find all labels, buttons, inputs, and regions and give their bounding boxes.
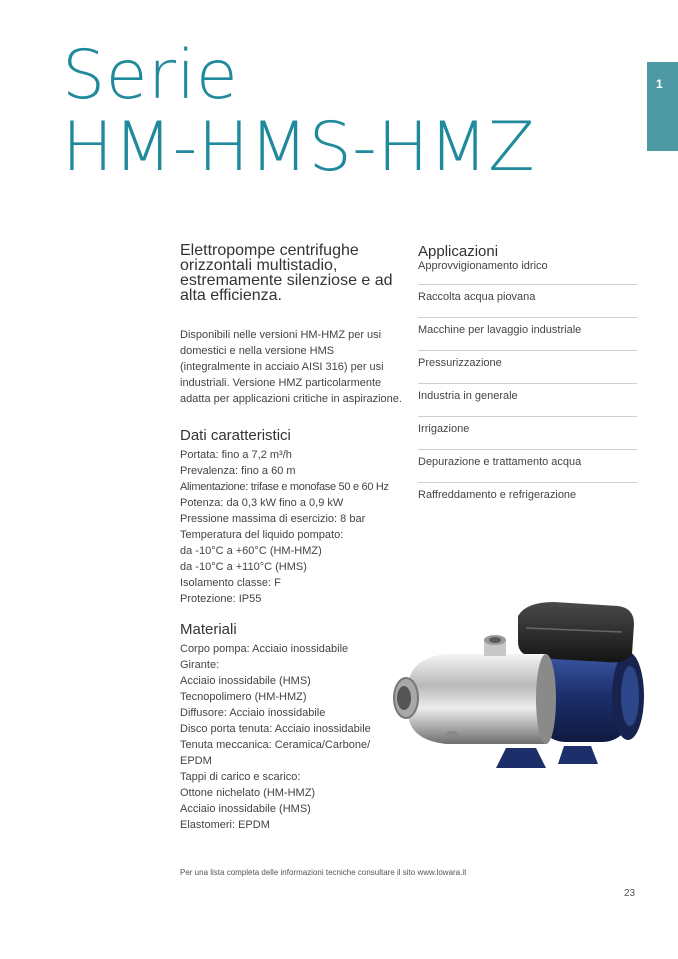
applicazioni-item: Pressurizzazione <box>418 351 637 384</box>
page-number: 23 <box>624 888 636 899</box>
materiali-line: Tecnopolimero (HM-HMZ) <box>180 691 307 703</box>
chapter-tab-number: 1 <box>656 77 663 91</box>
dati-line: da -10°C a +60°C (HM-HMZ) <box>180 545 322 557</box>
applicazioni-item: Raccolta acqua piovana <box>418 285 637 318</box>
title-line-1: Serie <box>62 36 239 115</box>
dati-line: Protezione: IP55 <box>180 593 262 605</box>
materiali-list <box>180 641 402 833</box>
page-title <box>62 36 536 187</box>
dati-line: Temperatura del liquido pompato: <box>180 529 344 541</box>
headline: Elettropompe centrifughe orizzontali multistadio, estremamente silenziose e ad alta efficienza. <box>180 242 393 304</box>
materiali-line: Acciaio inossidabile (HMS) <box>180 675 311 687</box>
dati-line: Isolamento classe: F <box>180 577 281 589</box>
dati-list <box>180 447 402 607</box>
left-column <box>180 243 402 833</box>
dati-line: Alimentazione: trifase e monofase 50 e 60 Hz <box>180 481 389 493</box>
dati-line: Pressione massima di esercizio: 8 bar <box>180 513 366 525</box>
dati-line: da -10°C a +110°C (HMS) <box>180 561 307 573</box>
applicazioni-heading: Applicazioni <box>418 243 499 260</box>
materiali-line: Ottone nichelato (HM-HMZ) <box>180 787 316 799</box>
materiali-line: Girante: <box>180 659 220 671</box>
dati-line: Potenza: da 0,3 kW fino a 0,9 kW <box>180 497 344 509</box>
dati-line: Prevalenza: fino a 60 m <box>180 465 296 477</box>
pump-image <box>386 598 648 776</box>
materiali-line: Tappi di carico e scarico: <box>180 771 301 783</box>
dati-line: Portata: fino a 7,2 m³/h <box>180 449 292 461</box>
materiali-line: Acciaio inossidabile (HMS) <box>180 803 311 815</box>
materiali-line: Tenuta meccanica: Ceramica/Carbone/ <box>180 739 371 751</box>
title-line-2: HM-HMS-HMZ <box>62 108 536 187</box>
applicazioni-item: Approvvigionamento idrico <box>418 260 637 285</box>
applicazioni-item: Industria in generale <box>418 384 637 417</box>
applicazioni-item: Macchine per lavaggio industriale <box>418 318 637 351</box>
applicazioni-item: Depurazione e trattamento acqua <box>418 450 637 483</box>
applicazioni-item: Irrigazione <box>418 417 637 450</box>
intro-paragraph: Disponibili nelle versioni HM-HMZ per usi domestici e nella versione HMS (integralmente in acciaio AISI 316) per usi industriali. Versione HMZ particolarmente adatta per applicazioni critiche in aspirazione. <box>180 329 402 405</box>
materiali-line: EPDM <box>180 755 212 767</box>
materiali-line: Disco porta tenuta: Acciaio inossidabile <box>180 723 371 735</box>
footer-note: Per una lista completa delle informazioni tecniche consultare il sito www.lowara.it <box>180 868 467 877</box>
materiali-line: Diffusore: Acciaio inossidabile <box>180 707 326 719</box>
materiali-section <box>180 621 402 833</box>
materiali-heading: Materiali <box>180 621 237 638</box>
chapter-tab[interactable] <box>647 62 678 151</box>
applicazioni-column <box>418 243 637 515</box>
materiali-line: Elastomeri: EPDM <box>180 819 270 831</box>
dati-heading: Dati caratteristici <box>180 427 291 444</box>
applicazioni-item: Raffreddamento e refrigerazione <box>418 489 577 501</box>
materiali-line: Corpo pompa: Acciaio inossidabile <box>180 643 349 655</box>
